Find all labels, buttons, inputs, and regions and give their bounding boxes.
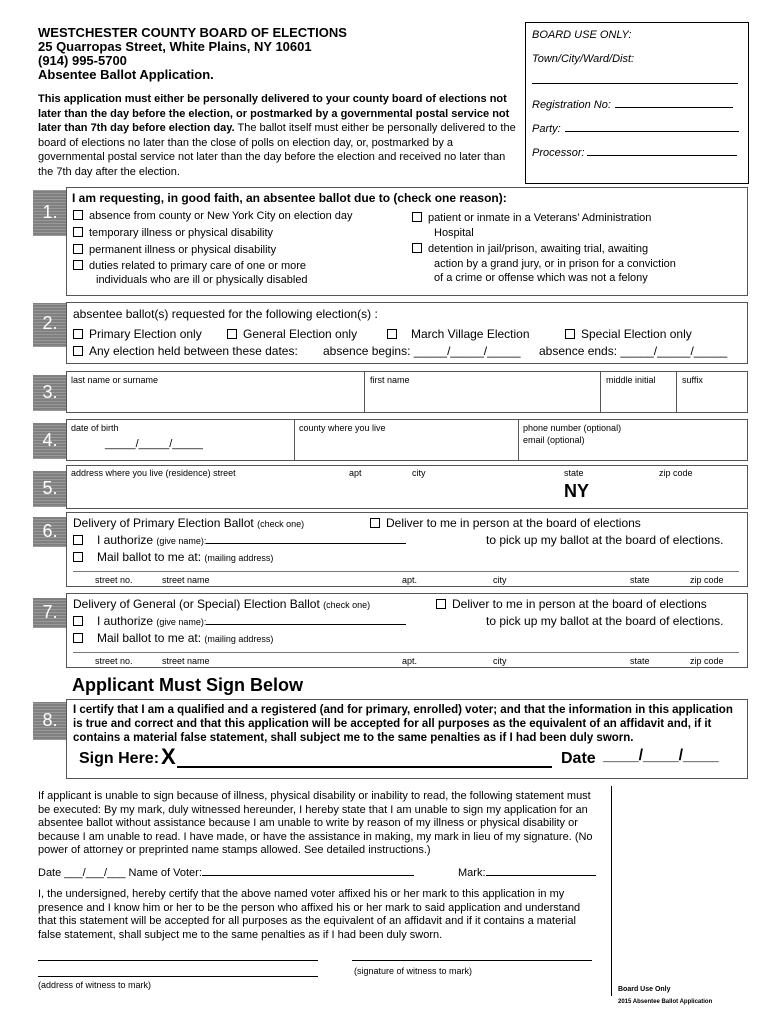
- org-name: WESTCHESTER COUNTY BOARD OF ELECTIONS: [38, 25, 347, 40]
- residence-city-label: city: [412, 468, 426, 478]
- signature-line[interactable]: [177, 766, 552, 768]
- phone-label: phone number (optional): [523, 423, 622, 433]
- reason-absence[interactable]: absence from county or New York City on election day: [73, 209, 353, 223]
- town-line[interactable]: [532, 83, 738, 84]
- witness-signature-label: (signature of witness to mark): [354, 966, 473, 976]
- section-4-box: [66, 419, 748, 461]
- section-number-4: 4.: [33, 423, 67, 459]
- residence-zip-label: zip code: [659, 468, 693, 478]
- reason-veterans[interactable]: patient or inmate in a Veterans’ Administration: [412, 211, 651, 225]
- form-header: [38, 26, 347, 82]
- witness-line-1[interactable]: [38, 960, 318, 961]
- checkbox[interactable]: [412, 212, 422, 222]
- opt-march-village[interactable]: March Village Election: [387, 327, 530, 342]
- general-mail[interactable]: Mail ballot to me at: (mailing address): [73, 631, 273, 647]
- intro-bold: This application must either be personally delivered to your county board of elections not later than the day before the election, or postmarked by a governmental postal service not later than 7th day before election day.: [38, 93, 510, 134]
- applicant-must-sign-heading: Applicant Must Sign Below: [72, 675, 304, 695]
- reason-primary-care-cont: individuals who are ill or physically disabled: [96, 274, 308, 286]
- section-number-8: 8.: [33, 702, 67, 740]
- divider: [600, 372, 601, 412]
- residence-street-label: address where you live (residence) street: [71, 468, 236, 478]
- witness-address-label: (address of witness to mark): [38, 980, 152, 990]
- witness-statement: I, the undersigned, hereby certify that the above named voter affixed his or her mark to this application in my presence and I know him or her to be the person who affixed his or her mark to said application and understand that this statement will be accepted for all purposes as the equivalent of an affidavit and if it contains a material false statement, shall subject me to the same penalties as if I had been duly sworn.: [38, 888, 581, 941]
- divider: [518, 420, 519, 460]
- checkbox[interactable]: [565, 329, 575, 339]
- section-number-3: 3.: [33, 375, 67, 411]
- opt-any-election[interactable]: Any election held between these dates:: [73, 344, 298, 359]
- checkbox[interactable]: [73, 244, 83, 254]
- section-8-box: [66, 699, 748, 779]
- board-use-box: [525, 22, 749, 184]
- street-no-label: street no.: [95, 656, 133, 666]
- checkbox[interactable]: [73, 346, 83, 356]
- org-phone: (914) 995-5700: [38, 53, 127, 68]
- checkbox[interactable]: [73, 633, 83, 643]
- absence-begins[interactable]: absence begins: _____/_____/_____: [323, 344, 521, 358]
- checkbox[interactable]: [227, 329, 237, 339]
- reason-heading: I am requesting, in good faith, an absentee ballot due to (check one reason):: [72, 191, 507, 205]
- reason-temporary[interactable]: temporary illness or physical disability: [73, 226, 273, 240]
- city-label: city: [493, 656, 507, 666]
- party-label: Party:: [532, 123, 739, 135]
- sign-date-field[interactable]: ____/____/____: [603, 747, 719, 764]
- street-no-label: street no.: [95, 575, 133, 585]
- general-authorize[interactable]: I authorize (give name):: [73, 614, 406, 630]
- mark-statement: If applicant is unable to sign because of illness, physical disability or inability to read, the following statement must be executed: By my mark, duly witnessed hereunder, I hereby state that I am unable to sign my application for an absentee ballot without assistance because I am unable to write by reason of my illness or physical disability or because I am unable to read. I have made, or have the assistance in making, my mark in lieu of my signature. (No power of attorney or preprinted name stamps allowed. See detailed instructions.): [38, 790, 593, 856]
- section-number-6: 6.: [33, 517, 67, 547]
- witness-signature-line[interactable]: [352, 960, 592, 961]
- primary-delivery-heading: Delivery of Primary Election Ballot (check one): [73, 516, 305, 530]
- opt-general[interactable]: General Election only: [227, 327, 357, 342]
- checkbox[interactable]: [387, 329, 397, 339]
- certification-text: I certify that I am a qualified and a registered (and for primary, enrolled) voter; and that the information in this application is true and correct and that this application will be accepted for all purposes as the equivalent of an affidavit and, if it contains a material false statement, shall subject me to the same penalties as if I had been duly sworn.: [73, 704, 733, 744]
- dob-label: date of birth: [71, 423, 119, 433]
- zip-label: zip code: [690, 575, 724, 585]
- checkbox[interactable]: [73, 329, 83, 339]
- reason-detention-cont1: action by a grand jury, or in prison for a conviction: [434, 258, 676, 270]
- city-label: city: [493, 575, 507, 585]
- residence-apt-label: apt: [349, 468, 362, 478]
- primary-mail-line[interactable]: [73, 571, 739, 572]
- mark-divider: [611, 786, 612, 996]
- section-5-box: [66, 465, 748, 509]
- reason-detention[interactable]: detention in jail/prison, awaiting trial, awaiting: [412, 242, 648, 256]
- board-use-title: BOARD USE ONLY:: [532, 29, 632, 41]
- suffix-label: suffix: [682, 375, 703, 385]
- state-label: state: [630, 575, 650, 585]
- apt-label: apt.: [402, 656, 418, 666]
- divider: [676, 372, 677, 412]
- election-heading: absentee ballot(s) requested for the following election(s) :: [73, 307, 378, 321]
- street-name-label: street name: [162, 656, 210, 666]
- state-value: NY: [564, 481, 590, 501]
- mark-date-name[interactable]: Date ___/___/___ Name of Voter:: [38, 866, 414, 880]
- checkbox[interactable]: [412, 243, 422, 253]
- county-label: county where you live: [299, 423, 386, 433]
- org-address: 25 Quarropas Street, White Plains, NY 10601: [38, 39, 312, 54]
- processor-label: Processor:: [532, 147, 737, 159]
- primary-mail[interactable]: Mail ballot to me at: (mailing address): [73, 550, 273, 566]
- state-label: state: [630, 656, 650, 666]
- primary-deliver-in-person[interactable]: Deliver to me in person at the board of elections: [370, 516, 641, 531]
- checkbox[interactable]: [370, 518, 380, 528]
- opt-special[interactable]: Special Election only: [565, 327, 692, 342]
- email-label: email (optional): [523, 435, 585, 445]
- form-title: Absentee Ballot Application.: [38, 67, 214, 82]
- middle-initial-label: middle initial: [606, 375, 656, 385]
- section-6-box: [66, 512, 748, 587]
- reason-veterans-cont: Hospital: [434, 227, 474, 239]
- apt-label: apt.: [402, 575, 418, 585]
- intro-rest: The ballot itself must either be personally delivered to the board of elections no later than the close of polls on election day, or, postmarked by a governmental postal service not later than the day before the election and received no later than the 7th day after the election.: [38, 122, 516, 178]
- checkbox[interactable]: [73, 227, 83, 237]
- reason-permanent[interactable]: permanent illness or physical disability: [73, 243, 276, 257]
- intro-paragraph: [38, 92, 516, 179]
- last-name-label: last name or surname: [71, 375, 159, 385]
- section-2-box: [66, 302, 748, 364]
- checkbox[interactable]: [436, 599, 446, 609]
- mark-field[interactable]: Mark:: [458, 866, 596, 880]
- section-number-7: 7.: [33, 598, 67, 628]
- primary-authorize[interactable]: I authorize (give name):: [73, 533, 406, 549]
- section-3-box: [66, 371, 748, 413]
- section-number-2: 2.: [33, 303, 67, 347]
- general-delivery-heading: Delivery of General (or Special) Election Ballot (check one): [73, 597, 371, 611]
- street-name-label: street name: [162, 575, 210, 585]
- residence-state-label: state: [564, 468, 584, 478]
- town-label: Town/City/Ward/Dist:: [532, 53, 635, 65]
- checkbox[interactable]: [73, 616, 83, 626]
- general-mail-line[interactable]: [73, 652, 739, 653]
- divider: [294, 420, 295, 460]
- checkbox[interactable]: [73, 210, 83, 220]
- sign-here-label: Sign Here:: [79, 750, 160, 767]
- checkbox[interactable]: [73, 552, 83, 562]
- registration-label: Registration No:: [532, 99, 733, 111]
- section-1-box: [66, 187, 748, 296]
- witness-address-line[interactable]: [38, 976, 318, 977]
- footer-board-use: Board Use Only: [618, 986, 671, 993]
- section-7-box: [66, 593, 748, 668]
- zip-label: zip code: [690, 656, 724, 666]
- reason-detention-cont2: of a crime or offense which was not a felony: [434, 272, 648, 284]
- first-name-label: first name: [370, 375, 410, 385]
- opt-primary[interactable]: Primary Election only: [73, 327, 202, 342]
- absence-ends[interactable]: absence ends: _____/_____/_____: [539, 344, 728, 358]
- sign-date-label: Date: [561, 750, 596, 767]
- footer-form-year: 2015 Absentee Ballot Application: [618, 999, 713, 1005]
- section-number-5: 5.: [33, 471, 67, 507]
- checkbox[interactable]: [73, 260, 83, 270]
- divider: [364, 372, 365, 412]
- dob-field[interactable]: _____/_____/_____: [105, 438, 203, 450]
- section-number-1: 1.: [33, 190, 67, 236]
- primary-pickup-text: to pick up my ballot at the board of elections.: [486, 533, 724, 547]
- checkbox[interactable]: [73, 535, 83, 545]
- sign-x: X: [161, 744, 176, 769]
- reason-primary-care[interactable]: duties related to primary care of one or more: [73, 259, 306, 273]
- general-pickup-text: to pick up my ballot at the board of elections.: [486, 614, 724, 628]
- general-deliver-in-person[interactable]: Deliver to me in person at the board of elections: [436, 597, 707, 612]
